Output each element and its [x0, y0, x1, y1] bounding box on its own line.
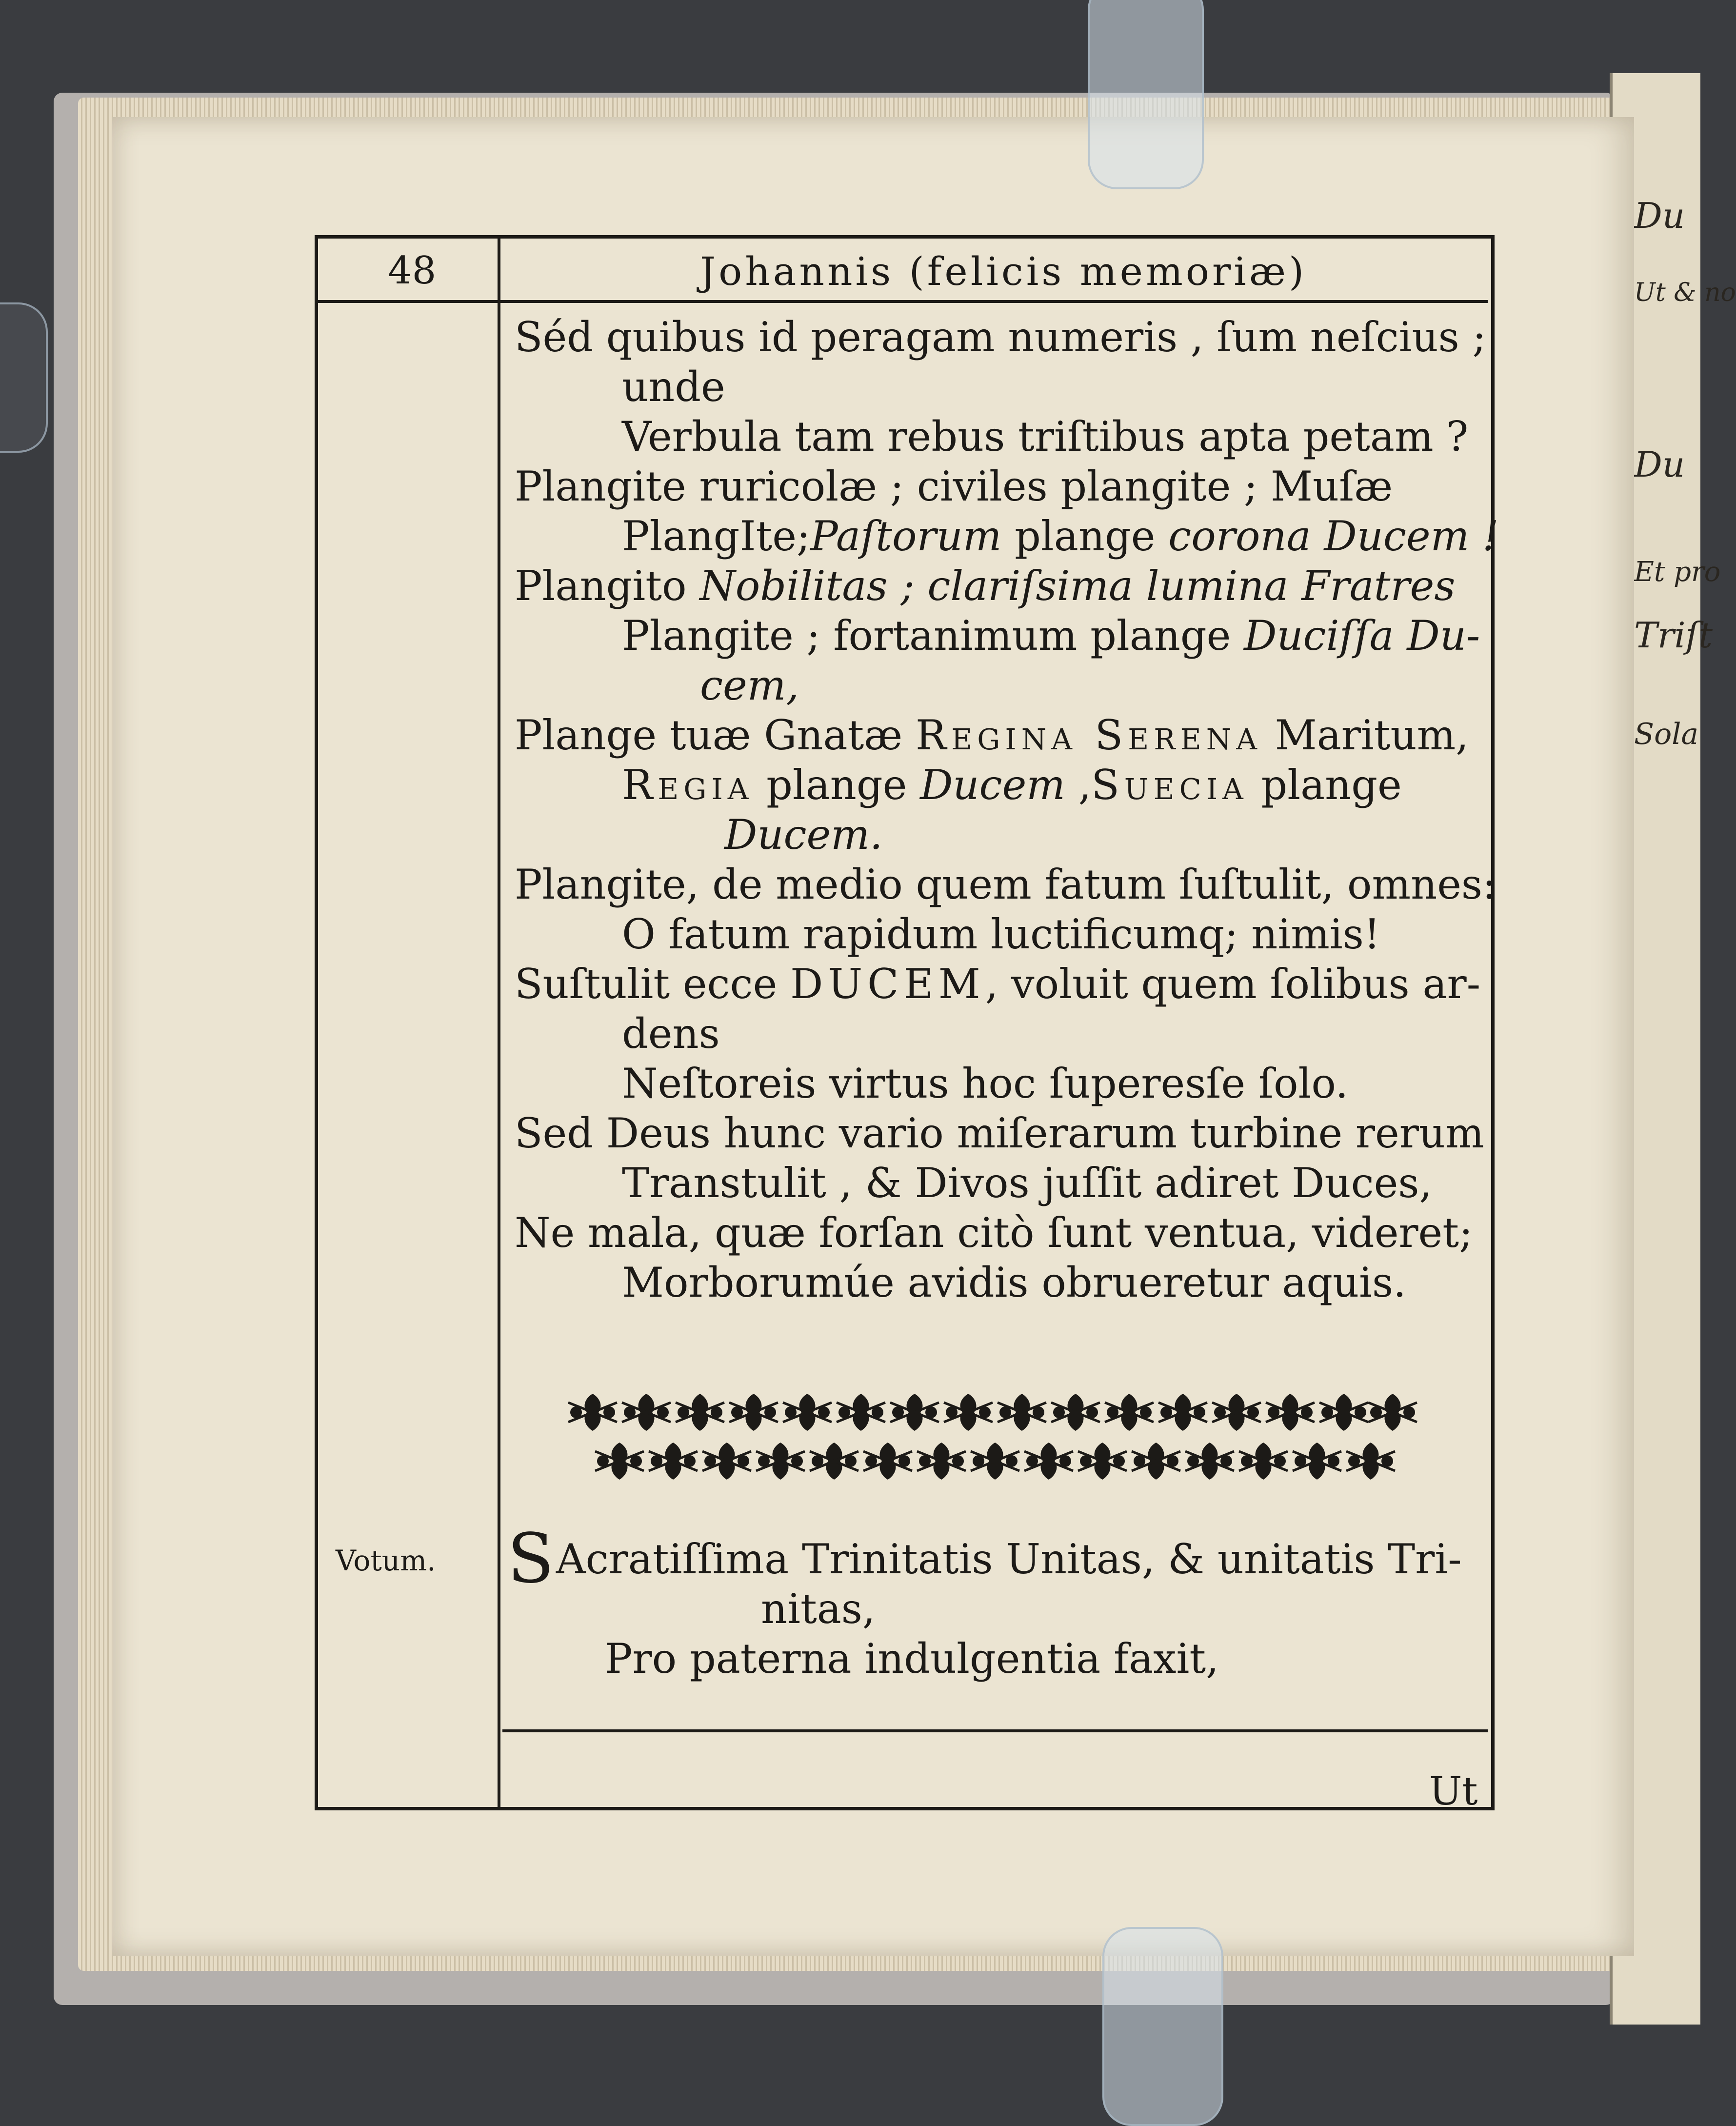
page-clip-left — [0, 302, 48, 453]
facing-fragment: Triſt — [1634, 615, 1713, 656]
verse-line — [515, 710, 1478, 760]
verse-line — [515, 611, 1478, 661]
header-rule — [315, 300, 1488, 303]
verse-line — [515, 959, 1481, 1009]
verse-text: plange — [753, 761, 920, 809]
verse-line: Verbula tam rebus triſtibus apta petam ? — [622, 413, 1469, 461]
verse-line: O fatum rapidum luctificumq; nimis! — [622, 910, 1380, 958]
verse-text: plange — [1248, 761, 1402, 809]
verse-text-italic: corona Ducem ! — [1168, 512, 1499, 560]
verse-line: Transtulit , & Divos juſſit adiret Duces, — [622, 1159, 1433, 1207]
verse-text: Plangito — [515, 562, 700, 610]
verse-text: Plange tuæ Gnatæ — [515, 711, 916, 759]
verse-text-smallcaps: Regia — [622, 761, 754, 809]
printers-ornament-band — [573, 1385, 1412, 1488]
verse-text: Maritum, — [1261, 711, 1469, 759]
verse-text: PlangIte; — [622, 512, 811, 560]
votum-line: nitas, — [761, 1585, 876, 1633]
page-number: 48 — [388, 249, 437, 293]
page-clip-top — [1088, 0, 1204, 189]
running-head: Johannis (felicis memoriæ) — [700, 249, 1307, 294]
votum-line: Pro paterna indulgentia faxit, — [605, 1635, 1219, 1683]
facing-fragment: Du — [1634, 444, 1685, 485]
verse-text-italic: Ducem — [920, 761, 1065, 809]
facing-fragment: Du — [1634, 195, 1685, 236]
margin-note-votum: Votum. — [336, 1544, 436, 1577]
verse-line — [515, 511, 1499, 561]
page-clip-bottom — [1102, 1927, 1223, 2126]
verse-text-italic: Paſtorum — [810, 512, 1002, 560]
verse-text: Suſtulit ecce — [515, 960, 790, 1008]
verse-line: Morborumúe avidis obrueretur aquis. — [622, 1259, 1406, 1306]
votum-text: Acratiſſima Trinitatis Unitas, & unitatis Tri- — [556, 1535, 1462, 1583]
verse-text-italic: Duciſſa Du- — [1244, 612, 1480, 660]
verse-line: cem, — [700, 662, 799, 709]
verse-text: , voluit quem ſolibus ar- — [985, 960, 1481, 1008]
verse-line — [515, 760, 1478, 810]
verse-text-italic: Nobilitas ; clariſsima lumina Fratres — [699, 562, 1456, 610]
catchword: Ut — [1429, 1768, 1478, 1814]
facing-fragment: Ut & no — [1634, 278, 1736, 307]
verse-line — [515, 561, 1478, 611]
footer-rule — [502, 1729, 1488, 1732]
verse-line: Ducem. — [724, 811, 883, 859]
verse-line: Ne mala, quæ forſan citò ſunt ventua, videret; — [515, 1209, 1473, 1257]
verse-line: Séd quibus id peragam numeris , ſum neſcius ; — [515, 313, 1486, 361]
verse-text: , — [1065, 761, 1092, 809]
verse-line: Plangite, de medio quem fatum ſuſtulit, omnes: — [515, 861, 1497, 908]
verse-text: Plangite ; fortanimum plange — [622, 612, 1244, 660]
verse-line: dens — [622, 1010, 720, 1058]
facing-fragment: Sola — [1634, 717, 1699, 751]
verse-text-smallcaps: Regina Serena — [915, 711, 1262, 759]
votum-block — [507, 1519, 1483, 1684]
votum-line — [507, 1519, 1483, 1599]
margin-column-rule — [498, 235, 500, 1808]
drop-capital: S — [507, 1519, 554, 1599]
verse-text-caps: DUCEM — [790, 960, 985, 1008]
verse-line: Sed Deus hunc vario miſerarum turbine rerum — [515, 1109, 1484, 1157]
verse-text: plange — [1001, 512, 1169, 560]
verse-line: Plangite ruricolæ ; civiles plangite ; Muſæ — [515, 462, 1393, 510]
verse-line: Neſtoreis virtus hoc ſuperesſe ſolo. — [622, 1060, 1349, 1107]
verse-text-smallcaps: Suecia — [1091, 761, 1248, 809]
facing-fragment: Et pro — [1634, 556, 1721, 588]
verse-block — [515, 312, 1499, 1307]
verse-line: unde — [622, 363, 725, 411]
